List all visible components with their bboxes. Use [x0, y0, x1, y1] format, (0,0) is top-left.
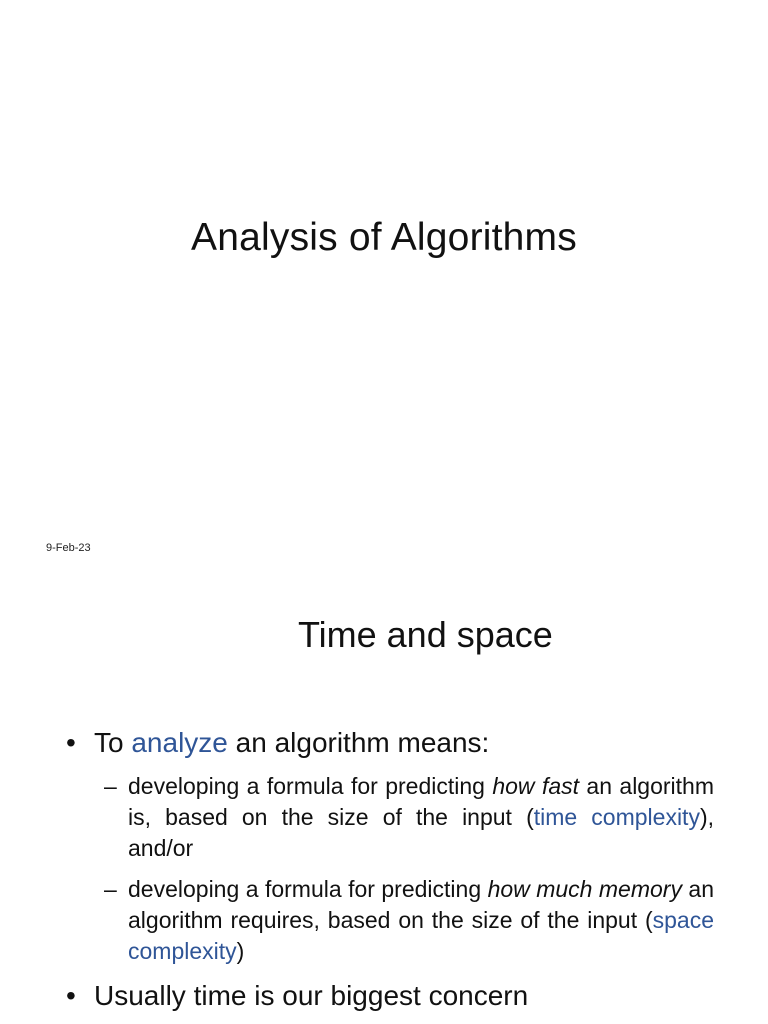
bullet-analyze: [66, 727, 489, 759]
bullet-2-text: Usually time is our biggest concern: [94, 980, 529, 1011]
sub-bullet-time: [104, 771, 714, 864]
sub-2-text-3: ): [236, 938, 245, 964]
space-complexity-highlight: space complexity: [128, 907, 714, 964]
bullet-1-prefix: To: [94, 727, 132, 758]
bullet-1-suffix: an algorithm means:: [227, 727, 490, 758]
sub-2-text-1: developing a formula for predicting: [128, 876, 488, 902]
slide-1-date: 9-Feb-23: [46, 542, 91, 554]
bullet-dot-icon: •: [66, 727, 76, 758]
how-much-memory-emphasis: how much memory: [487, 876, 682, 902]
sub-1-text-3: ), and/or: [128, 804, 715, 861]
sub-1-text-1: developing a formula for predicting: [128, 773, 493, 799]
dash-icon: –: [104, 773, 117, 799]
bullet-dot-icon: •: [66, 980, 76, 1011]
sub-1-text-2: an algorithm is, based on the size of the input (: [128, 773, 715, 830]
analyze-highlight: analyze: [131, 727, 228, 758]
bullet-time-concern: [66, 980, 528, 1012]
how-fast-emphasis: how fast: [492, 773, 580, 799]
time-complexity-highlight: time complexity: [533, 804, 700, 830]
slide-1-title: Analysis of Algorithms: [191, 216, 577, 259]
dash-icon: –: [104, 876, 117, 902]
sub-bullet-space: [104, 874, 714, 967]
sub-2-text-2: an algorithm requires, based on the size of the input (: [128, 876, 715, 933]
slide-2-title: Time and space: [298, 614, 553, 655]
